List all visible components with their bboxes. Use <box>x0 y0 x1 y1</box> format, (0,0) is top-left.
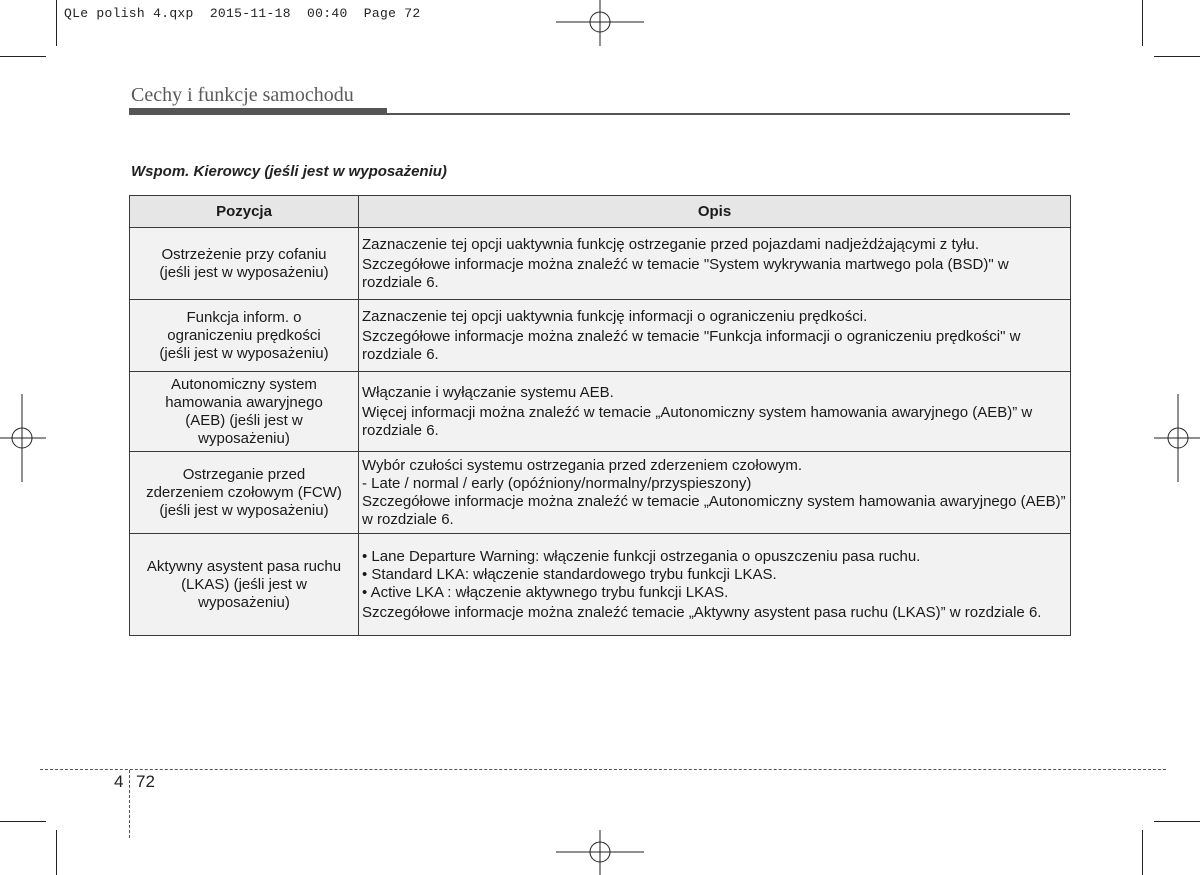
crop-mark <box>1142 0 1143 46</box>
title-underline-rule <box>387 113 1070 115</box>
crop-mark <box>56 830 57 875</box>
page-number: 72 <box>136 772 155 791</box>
position-cell <box>130 300 359 372</box>
description-line: Włączanie i wyłączanie systemu AEB. <box>362 383 614 401</box>
description-line: Szczegółowe informacje można znaleźć w temacie „Autonomiczny system hamowania awaryjnego (AEB)” w rozdziale 6. <box>362 492 1066 528</box>
position-line: (jeśli jest w wyposażeniu) <box>159 263 329 281</box>
crop-mark <box>0 821 46 822</box>
position-line: hamowania awaryjnego <box>165 393 323 411</box>
print-header <box>64 6 420 21</box>
position-cell <box>130 228 359 300</box>
description-line: • Standard LKA: włączenie standardowego trybu funkcji LKAS. <box>362 565 777 583</box>
description-line: Więcej informacji można znaleźć w temacie „Autonomiczny system hamowania awaryjnego (AEB)” w rozdziale 6. <box>362 403 1033 439</box>
position-line: zderzeniem czołowym (FCW) <box>146 483 342 501</box>
print-date: 2015-11-18 <box>209 6 291 21</box>
position-line: (AEB) (jeśli jest w <box>185 411 303 429</box>
table-row <box>130 228 1071 300</box>
description-line: Szczegółowe informacje można znaleźć w temacie "Funkcja informacji o ograniczeniu prędkości" w rozdziale 6. <box>362 327 1021 363</box>
crop-mark <box>0 56 46 57</box>
table-row <box>130 452 1071 534</box>
registration-mark-icon <box>1154 394 1200 482</box>
description-line: Zaznaczenie tej opcji uaktywnia funkcję ostrzeganie przed pojazdami nadjeżdżającymi z tyłu. <box>362 235 979 253</box>
table-row <box>130 300 1071 372</box>
title-underline-bar <box>129 108 387 115</box>
registration-mark-icon <box>556 0 644 46</box>
position-line: Ostrzeżenie przy cofaniu <box>161 245 327 263</box>
print-page-label: Page 72 <box>363 6 421 21</box>
description-line: Wybór czułości systemu ostrzegania przed zderzeniem czołowym. <box>362 456 803 474</box>
description-line: Zaznaczenie tej opcji uaktywnia funkcję informacji o ograniczeniu prędkości. <box>362 307 868 325</box>
position-cell <box>130 372 359 452</box>
position-line: (jeśli jest w wyposażeniu) <box>159 344 329 362</box>
position-line: wyposażeniu) <box>198 593 290 611</box>
position-line: Autonomiczny system <box>171 375 317 393</box>
position-line: (jeśli jest w wyposażeniu) <box>159 501 329 519</box>
crop-mark <box>1154 56 1200 57</box>
description-cell <box>359 372 1071 452</box>
subheading: Wspom. Kierowcy (jeśli jest w wyposażeniu) <box>131 163 447 180</box>
table-row <box>130 372 1071 452</box>
crop-mark <box>1154 821 1200 822</box>
description-line: • Lane Departure Warning: włączenie funkcji ostrzegania o opuszczeniu pasa ruchu. <box>362 547 921 565</box>
description-line: • Active LKA : włączenie aktywnego trybu funkcji LKAS. <box>362 583 729 601</box>
footer-divider <box>129 770 130 838</box>
registration-mark-icon <box>556 830 644 875</box>
position-cell <box>130 452 359 534</box>
footer-rule <box>40 769 1166 770</box>
description-cell <box>359 228 1071 300</box>
description-cell <box>359 300 1071 372</box>
crop-mark <box>56 0 57 46</box>
position-line: (LKAS) (jeśli jest w <box>181 575 307 593</box>
description-cell <box>359 452 1071 534</box>
position-line: Aktywny asystent pasa ruchu <box>146 557 342 575</box>
column-header-position: Pozycja <box>130 196 359 228</box>
settings-table <box>129 195 1071 636</box>
position-cell <box>130 534 359 636</box>
print-file: QLe polish 4.qxp <box>64 6 194 21</box>
position-line: wyposażeniu) <box>198 429 290 447</box>
description-line: Szczegółowe informacje można znaleźć temacie „Aktywny asystent pasa ruchu (LKAS)” w rozdziale 6. <box>362 603 1042 621</box>
table-header-row <box>130 196 1071 228</box>
table-row <box>130 534 1071 636</box>
column-header-description: Opis <box>359 196 1071 228</box>
description-line: - Late / normal / early (opóźniony/normalny/przyspieszony) <box>362 474 752 492</box>
section-title: Cechy i funkcje samochodu <box>131 84 354 106</box>
print-time: 00:40 <box>307 6 348 21</box>
description-line: Szczegółowe informacje można znaleźć w temacie "System wykrywania martwego pola (BSD)" w rozdziale 6. <box>362 255 1009 291</box>
description-cell <box>359 534 1071 636</box>
position-line: ograniczeniu prędkości <box>167 326 321 344</box>
position-line: Ostrzeganie przed <box>182 465 306 483</box>
registration-mark-icon <box>0 394 46 482</box>
position-line: Funkcja inform. o <box>186 308 302 326</box>
chapter-number: 4 <box>114 772 124 791</box>
crop-mark <box>1142 830 1143 875</box>
